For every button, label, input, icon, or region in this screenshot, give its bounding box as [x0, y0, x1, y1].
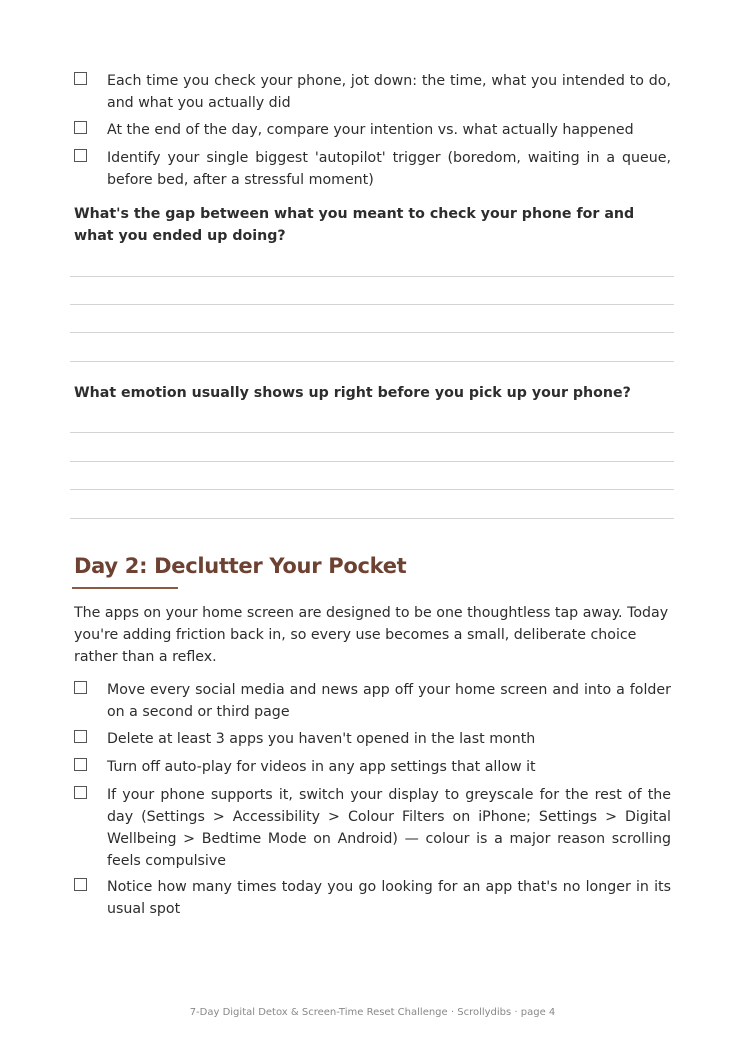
answer-line[interactable]: [70, 518, 674, 519]
checklist-item: [74, 756, 671, 778]
checkbox[interactable]: [74, 786, 87, 799]
answer-line[interactable]: [70, 361, 674, 362]
checklist-item-text: Each time you check your phone, jot down: the time, what you intended to do, and what you actually did: [107, 73, 671, 111]
reflection-question: What's the gap between what you meant to check your phone for and what you ended up doing?: [74, 206, 635, 244]
checklist-item: [74, 679, 671, 723]
answer-line[interactable]: [70, 332, 674, 333]
checkbox[interactable]: [74, 121, 87, 134]
checklist-item-text: Identify your single biggest 'autopilot' trigger (boredom, waiting in a queue, before bed, after a stressful moment): [107, 150, 671, 188]
checklist-item-text: Notice how many times today you go looking for an app that's no longer in its usual spot: [107, 879, 671, 917]
checkbox[interactable]: [74, 681, 87, 694]
checkbox[interactable]: [74, 730, 87, 743]
checklist-item-text: Turn off auto-play for videos in any app settings that allow it: [107, 759, 536, 775]
answer-line[interactable]: [70, 276, 674, 277]
checklist-item: [74, 119, 671, 141]
checklist-item: [74, 876, 671, 920]
checklist-item: [74, 728, 671, 750]
checkbox[interactable]: [74, 72, 87, 85]
reflection-question: What emotion usually shows up right before you pick up your phone?: [74, 385, 631, 401]
checkbox[interactable]: [74, 878, 87, 891]
checklist-item-text: Delete at least 3 apps you haven't opened in the last month: [107, 731, 536, 747]
section-intro: The apps on your home screen are designed to be one thoughtless tap away. Today you're adding friction back in, so every use becomes a small, deliberate choice rather than a reflex.: [74, 605, 669, 665]
checklist-item: [74, 70, 671, 114]
checkbox[interactable]: [74, 758, 87, 771]
answer-line[interactable]: [70, 489, 674, 490]
checklist-item-text: If your phone supports it, switch your display to greyscale for the rest of the day (Settings > Accessibility > Colour Filters on iPhone; Settings > Digital Wellbeing > Bedtime Mode on Android) — colour is a major reason scrolling feels compulsive: [107, 787, 671, 869]
answer-line[interactable]: [70, 432, 674, 433]
checkbox[interactable]: [74, 149, 87, 162]
checklist-item: [74, 147, 671, 191]
checklist-item: [74, 784, 671, 872]
section-heading: Day 2: Declutter Your Pocket: [74, 554, 407, 578]
page-footer: 7-Day Digital Detox & Screen-Time Reset Challenge · Scrollydibs · page 4: [189, 1007, 556, 1018]
answer-line[interactable]: [70, 461, 674, 462]
answer-line[interactable]: [70, 304, 674, 305]
checklist-item-text: Move every social media and news app off your home screen and into a folder on a second or third page: [107, 682, 671, 720]
heading-underline: [72, 587, 178, 589]
checklist-item-text: At the end of the day, compare your intention vs. what actually happened: [107, 122, 634, 138]
